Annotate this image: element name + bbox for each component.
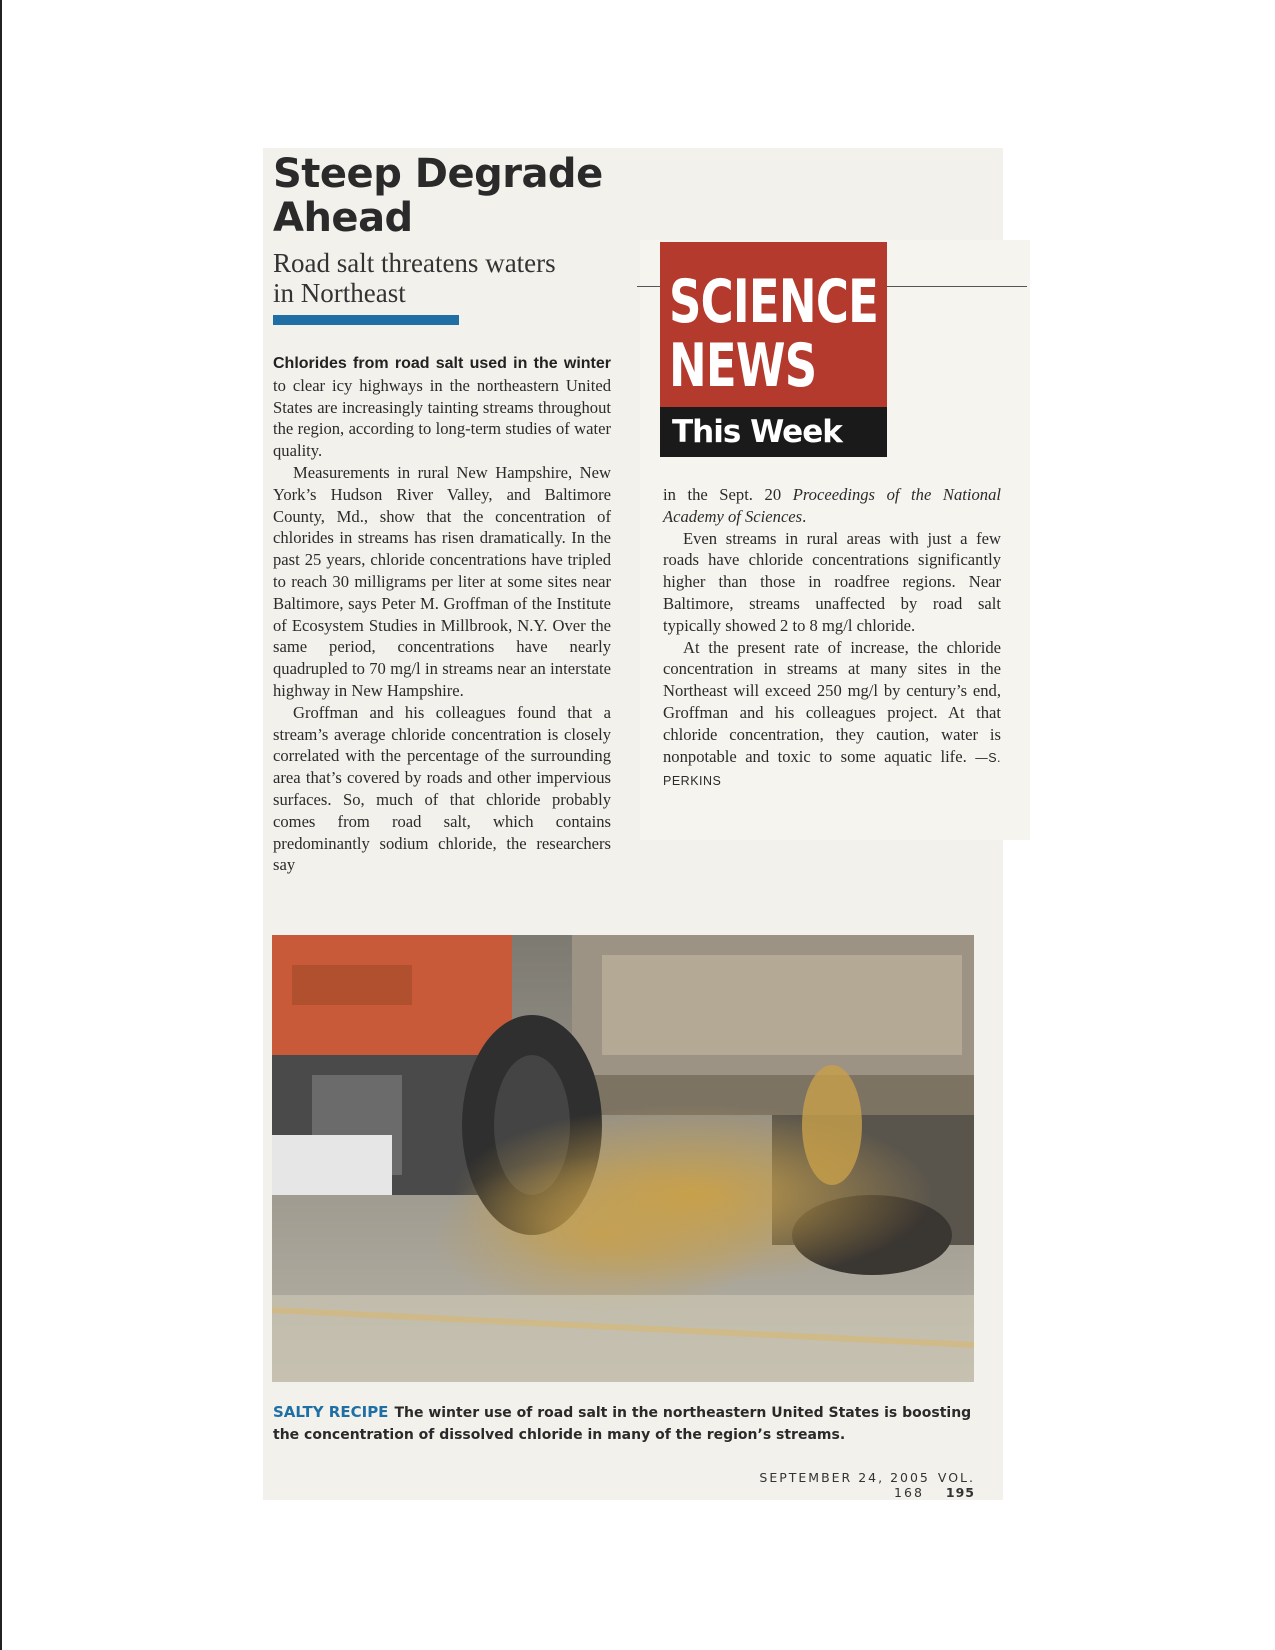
photo-caption [273,1401,973,1446]
accent-rule [273,315,459,325]
logo-rule-right [887,286,1027,287]
byline: —S. PERKINS [663,750,1001,789]
science-news-logo [660,242,887,457]
continued-period: . [802,506,807,526]
page-border [0,0,2,1650]
logo-rule-left [637,286,660,287]
paragraph-2: Measurements in rural New Hampshire, New York’s Hudson River Valley, and Baltimore County, Md., show that the concentration of chlorides in streams has risen dramatically. In the past 25 years, chloride concentrations have tripled to reach 30 milligrams per liter at some sites near Baltimore, says Peter M. Groffman of the Institute of Ecosystem Studies in Millbrook, N.Y. Over the same period, concentrations have nearly quadrupled to 70 mg/l in streams near an interstate highway in New Hampshire. [273,462,611,700]
continued-text: in the Sept. 20 [663,485,793,504]
logo-wordmark [669,267,879,401]
paragraph-4: Even streams in rural areas with just a few roads have chloride concentrations significantly higher than those in roadfree regions. Near Baltimore, streams unaffected by road salt typically showed 2 to 8 mg/l chloride. [663,528,1001,635]
caption-label: SALTY RECIPE [273,1403,389,1421]
paragraph-5 [663,637,1001,794]
journal-name: Proceedings of the National Academy of Sciences [663,485,1001,526]
paragraph-1 [273,352,611,462]
paragraph-5-text: At the present rate of increase, the chloride concentration in streams at many sites in the Northeast will exceed 250 mg/l by century’s end, Groffman and his colleagues project. At that chloride concentration, they caution, water is nonpotable and toxic to some aquatic life. [663,637,1001,766]
logo-line-2: NEWS [669,331,817,401]
issue-date: SEPTEMBER 24, 2005 [759,1470,930,1485]
lead-in: Chlorides from road salt used in the winter [273,355,611,372]
subhead: Road salt threatens waters in Northeast [273,248,556,308]
caption-text: The winter use of road salt in the northeastern United States is boosting the concentration of dissolved chloride in many of the region’s streams. [273,1405,972,1443]
logo-line-1: SCIENCE [669,267,879,337]
logo-tagline: This Week [672,414,842,450]
volume: VOL. 168 [894,1470,975,1500]
salt-truck-photo [272,935,974,1382]
article-column-left [273,352,611,876]
page-footer [680,1470,975,1500]
photo-illustration [272,935,974,1382]
paragraph-3: Groffman and his colleagues found that a stream’s average chloride concentration is closely correlated with the percentage of the surrounding area that’s covered by roads and other impervious surfaces. So, much of that chloride probably comes from road salt, which contains predominantly sodium chloride, the researchers say [273,702,611,875]
paragraph-3-continued [663,484,1001,528]
logo-tagline-bar [660,407,887,457]
page-number: 195 [945,1485,975,1500]
article-column-right [663,484,1001,793]
paragraph-1-text: to clear icy highways in the northeastern United States are increasingly tainting streams throughout the region, according to long-term studies of water quality. [273,375,611,461]
headline: Steep Degrade Ahead [273,151,603,241]
